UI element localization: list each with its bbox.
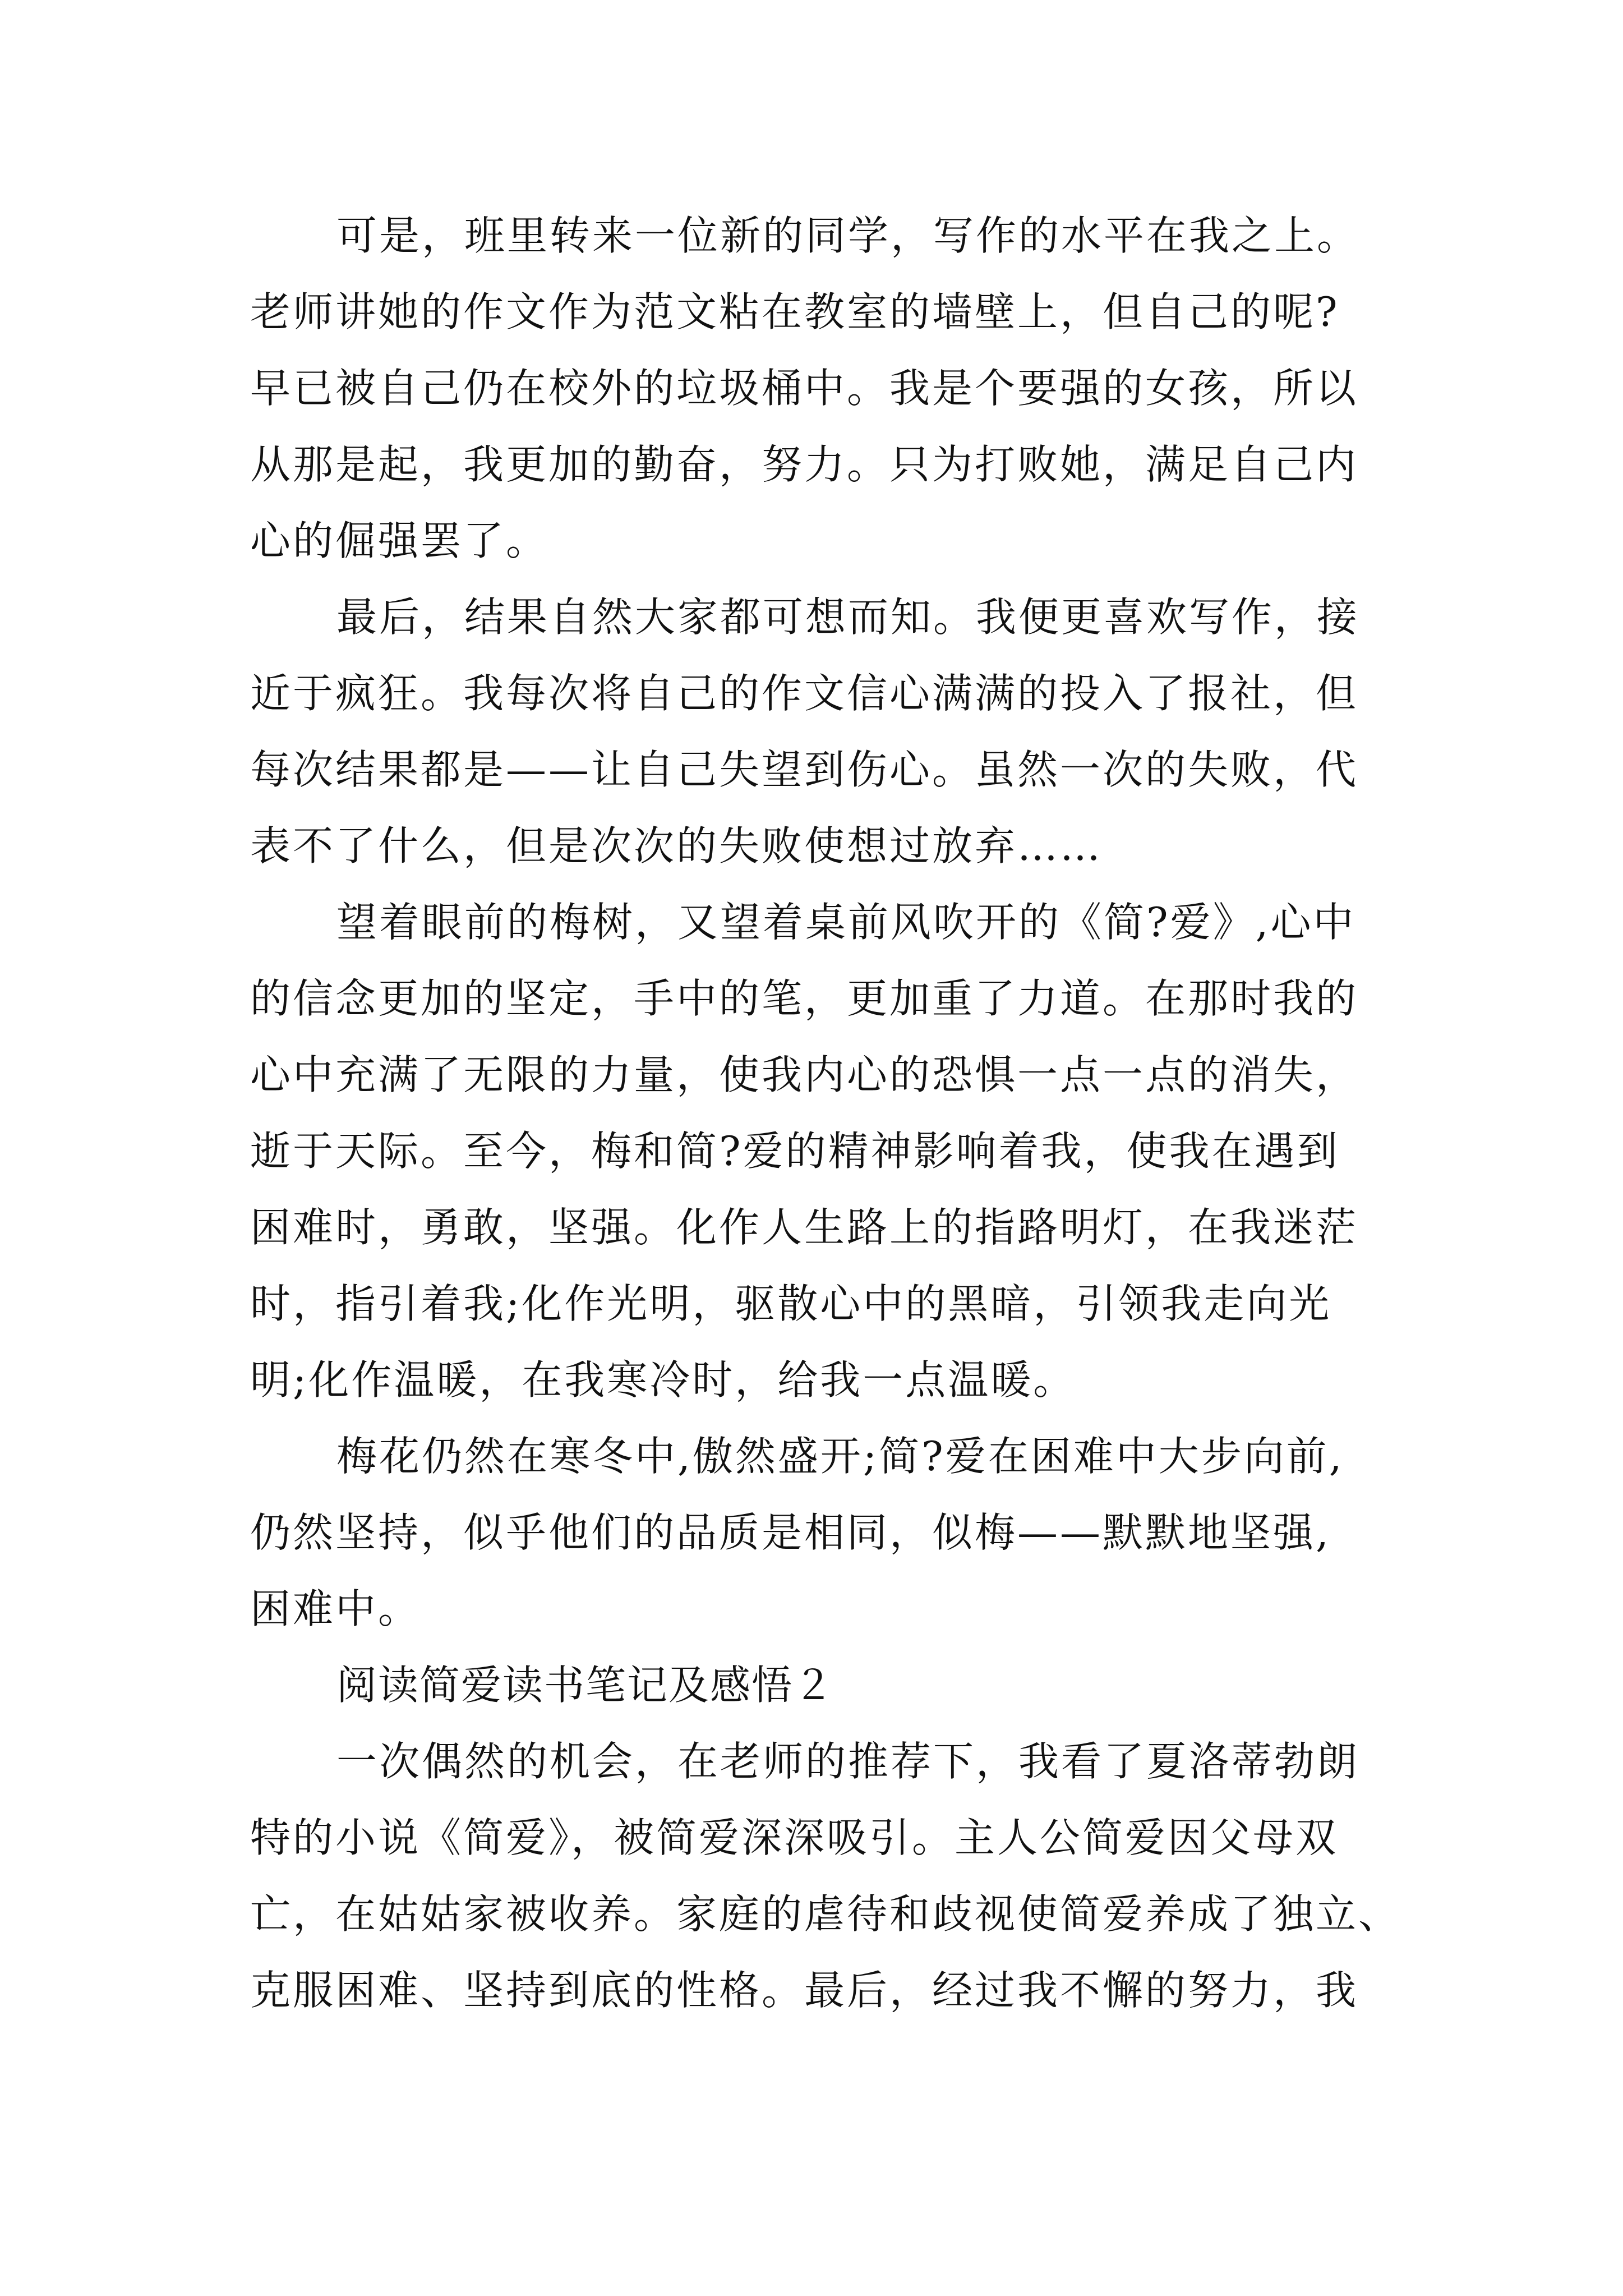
document-body xyxy=(250,197,1401,2028)
text-line: 心中充满了无限的力量，使我内心的恐惧一点一点的消失， xyxy=(250,1051,1359,1098)
text-line: 时，指引着我;化作光明，驱散心中的黑暗，引领我走向光 xyxy=(250,1280,1332,1327)
text-line: 最后，结果自然大家都可想而知。我便更喜欢写作，接 xyxy=(336,593,1360,641)
text-line: 近于疯狂。我每次将自己的作文信心满满的投入了报社，但 xyxy=(250,670,1359,717)
paragraph xyxy=(250,197,1394,579)
text-line: 亡，在姑姑家被收养。家庭的虐待和歧视使简爱养成了独立、 xyxy=(250,1890,1401,1938)
text-line: 老师讲她的作文作为范文粘在教室的墙壁上，但自己的呢? xyxy=(250,288,1340,335)
text-line: 梅花仍然在寒冬中,傲然盛开;简?爱在困难中大步向前, xyxy=(336,1433,1344,1480)
text-line: 望着眼前的梅树，又望着桌前风吹开的《简?爱》,心中 xyxy=(336,899,1356,946)
text-line: 从那是起，我更加的勤奋，努力。只为打败她，满足自己内 xyxy=(250,441,1359,488)
paragraph xyxy=(250,579,1394,884)
section-heading xyxy=(250,1647,1394,1723)
text-line: 的信念更加的坚定，手中的笔，更加重了力道。在那时我的 xyxy=(250,975,1359,1022)
paragraph xyxy=(250,1723,1401,2028)
text-line: 逝于天际。至今，梅和简?爱的精神影响着我，使我在遇到 xyxy=(250,1128,1340,1175)
paragraph xyxy=(250,1418,1394,1647)
text-line: 早已被自己仍在校外的垃圾桶中。我是个要强的女孩，所以 xyxy=(250,365,1359,412)
heading-text: 阅读简爱读书笔记及感悟２ xyxy=(336,1662,835,1709)
text-line: 克服困难、坚持到底的性格。最后，经过我不懈的努力，我 xyxy=(250,1967,1359,2014)
text-line: 明;化作温暖，在我寒冷时，给我一点温暖。 xyxy=(250,1356,1076,1404)
text-line: 每次结果都是——让自己失望到伤心。虽然一次的失败，代 xyxy=(250,746,1359,793)
paragraph xyxy=(250,884,1394,1418)
text-line: 可是，班里转来一位新的同学，写作的水平在我之上。 xyxy=(336,212,1360,259)
text-line: 困难中。 xyxy=(250,1585,421,1632)
text-line: 困难时，勇敢，坚强。化作人生路上的指路明灯，在我迷茫 xyxy=(250,1204,1359,1251)
text-line: 心的倔强罢了。 xyxy=(250,517,549,564)
text-line: 表不了什么，但是次次的失败使想过放弃…… xyxy=(250,822,1103,869)
text-line: 特的小说《简爱》，被简爱深深吸引。主人公简爱因父母双 xyxy=(250,1814,1339,1861)
text-line: 仍然坚持，似乎他们的品质是相同，似梅——默默地坚强, xyxy=(250,1509,1331,1556)
text-line: 一次偶然的机会，在老师的推荐下，我看了夏洛蒂勃朗 xyxy=(336,1738,1360,1785)
